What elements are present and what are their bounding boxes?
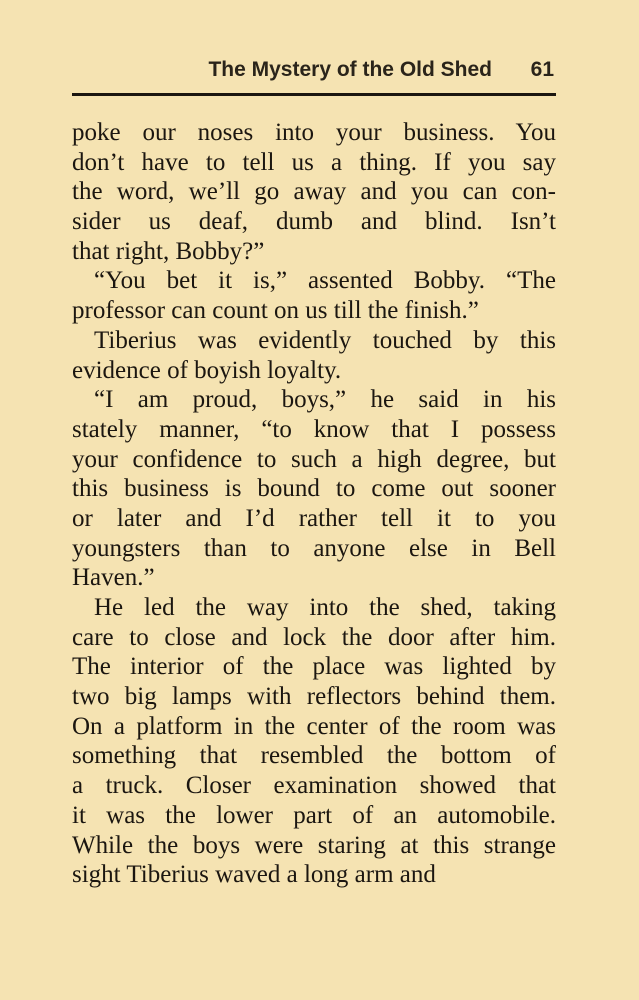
text-line: professor can count on us till the finish.”: [72, 297, 479, 325]
text-line: “I am proud, boys,” he said in his: [94, 386, 556, 414]
text-line: your confidence to such a high degree, but: [72, 445, 556, 473]
text-line: that right, Bobby?”: [72, 237, 265, 265]
paragraph: [72, 326, 556, 385]
paragraph: [72, 593, 556, 890]
text-line: evidence of boyish loyalty.: [72, 356, 342, 384]
header-rule: [72, 93, 556, 96]
text-line: youngsters than to anyone else in Bell: [72, 534, 556, 562]
text-line: sight Tiberius waved a long arm and: [72, 861, 436, 889]
text-line: stately manner, “to know that I possess: [72, 415, 556, 443]
running-header: [72, 56, 556, 90]
text-line: Haven.”: [72, 564, 155, 592]
text-line: “You bet it is,” assented Bobby. “The: [94, 267, 556, 295]
text-line: two big lamps with reflectors behind them.: [72, 683, 556, 711]
page-number: 61: [530, 58, 554, 81]
text-line: He led the way into the shed, taking: [94, 594, 556, 621]
text-line: a truck. Closer examination showed that: [72, 772, 556, 800]
text-line: it was the lower part of an automobile.: [72, 801, 556, 829]
text-line: sider us deaf, dumb and blind. Isn’t: [72, 208, 556, 236]
text-line: the word, we’ll go away and you can con-: [72, 178, 556, 206]
text-line: something that resembled the bottom of: [72, 742, 556, 770]
text-line: or later and I’d rather tell it to you: [72, 504, 556, 532]
text-line: care to close and lock the door after him.: [72, 623, 556, 651]
text-line: don’t have to tell us a thing. If you say: [72, 148, 556, 176]
text-line: Tiberius was evidently touched by this: [94, 326, 556, 354]
text-line: On a platform in the center of the room was: [72, 712, 556, 740]
running-title: The Mystery of the Old Shed: [208, 58, 492, 81]
text-line: The interior of the place was lighted by: [72, 653, 556, 681]
body-text: [72, 118, 556, 890]
text-line: this business is bound to come out sooner: [72, 475, 556, 503]
paragraph: [72, 385, 556, 593]
text-line: poke our noses into your business. You: [72, 119, 556, 146]
paragraph: [72, 266, 556, 325]
text-line: While the boys were staring at this strange: [72, 831, 556, 859]
paragraph: [72, 118, 556, 266]
